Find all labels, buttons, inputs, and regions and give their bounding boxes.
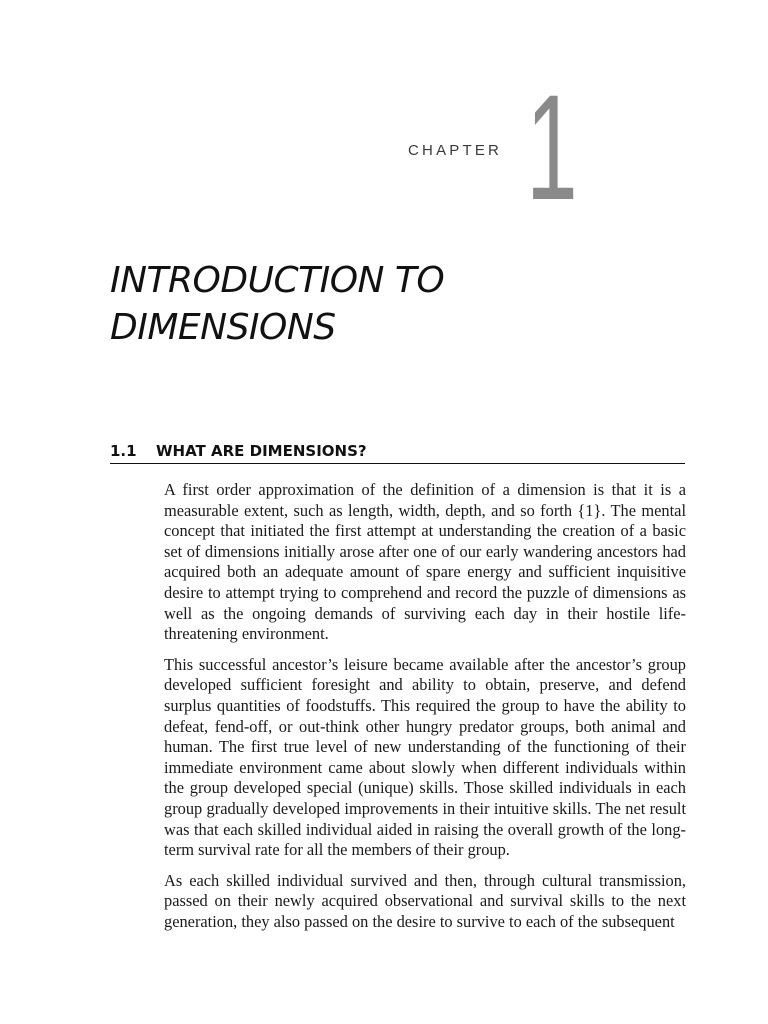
- chapter-title: [110, 257, 444, 351]
- chapter-label: CHAPTER: [408, 142, 503, 159]
- chapter-title-line-1: INTRODUCTION TO: [110, 260, 445, 301]
- section-heading: [110, 440, 685, 464]
- chapter-number: 1: [526, 63, 578, 231]
- body-text: [164, 480, 686, 942]
- paragraph-3: As each skilled individual survived and then, through cultural transmission, passed on their newly acquired observational and survival skills to the next generation, they also passed on the desire to survive to each of the subsequent: [164, 870, 686, 931]
- chapter-title-line-2: DIMENSIONS: [110, 307, 336, 348]
- paragraph-2: This successful ancestor’s leisure became available after the ancestor’s group developed sufficient foresight and ability to obtain, preserve, and defend surplus quantities of foodstuffs. This required the group to have the ability to defeat, fend-off, or out-think other hungry predator groups, both animal and human. The first true level of new understanding of the functioning of their immediate environment came about slowly when different individuals within the group developed special (unique) skills. Those skilled individuals in each group gradually developed improvements in their intuitive skills. The net result was that each skilled individual aided in raising the overall growth of the long-term survival rate for all the members of their group.: [164, 654, 686, 860]
- section-number: 1.1: [110, 442, 137, 460]
- paragraph-1: A first order approximation of the definition of a dimension is that it is a measurable extent, such as length, width, depth, and so forth {1}. The mental concept that initiated the first attempt at understanding the creation of a basic set of dimensions initially arose after one of our early wandering ancestors had acquired both an adequate amount of spare energy and sufficient inquisitive desire to attempt trying to comprehend and record the puzzle of dimensions as well as the ongoing demands of surviving each day in their hostile life-threatening environment.: [164, 480, 686, 644]
- section-title: WHAT ARE DIMENSIONS?: [156, 442, 367, 460]
